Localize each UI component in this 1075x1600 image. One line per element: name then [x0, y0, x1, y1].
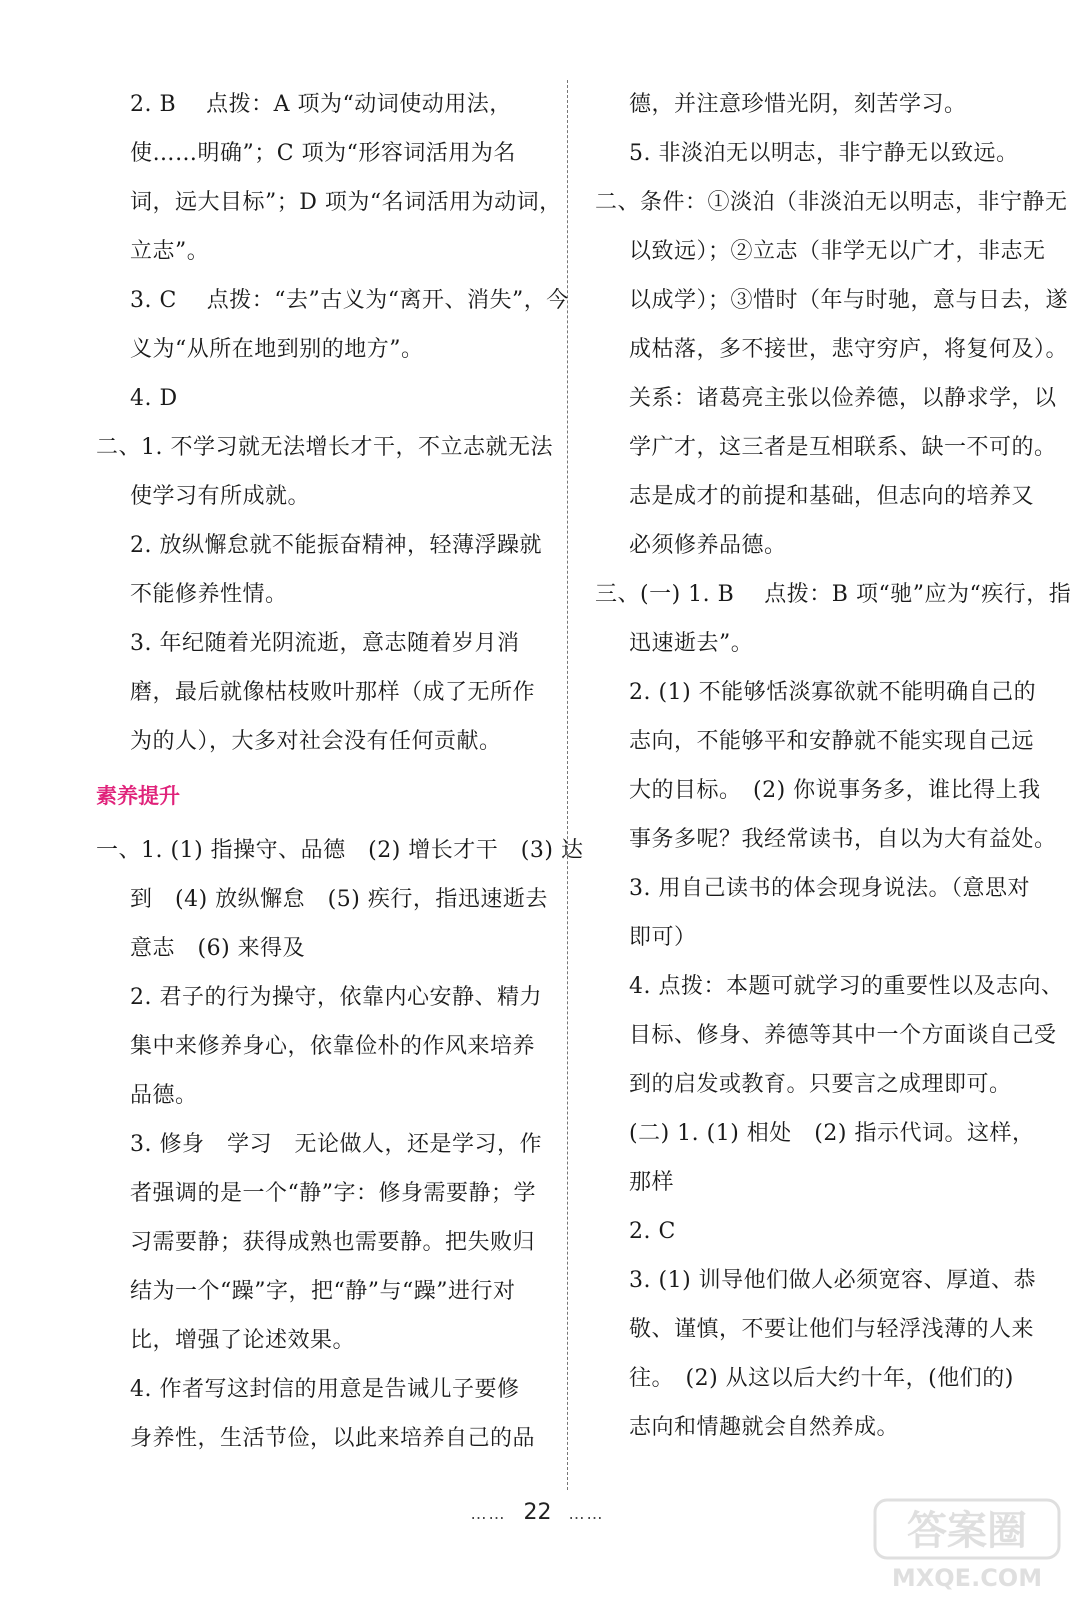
answer-line: 4. 点拨：本题可就学习的重要性以及志向、 [629, 974, 1064, 999]
left-column [96, 80, 584, 1463]
answer-line: 到的启发或教育。只要言之成理即可。 [629, 1072, 1012, 1097]
answer-line: 不能修养性情。 [130, 582, 288, 607]
answer-line: 德，并注意珍惜光阴，刻苦学习。 [629, 92, 967, 117]
left-answers-part1 [96, 80, 569, 766]
answer-line: 磨，最后就像枯枝败叶那样（成了无所作 [130, 680, 536, 705]
answer-line: 4. D [130, 386, 178, 411]
answer-line: 到 (4) 放纵懈怠 (5) 疾行，指迅速逝去 [130, 887, 548, 912]
answer-line: 一、1. (1) 指操守、品德 (2) 增长才干 (3) 达 [96, 838, 584, 863]
answer-line: 2. (1) 不能够恬淡寡欲就不能明确自己的 [629, 680, 1037, 705]
answer-line: 3. C 点拨：“去”古义为“离开、消失”，今 [130, 288, 569, 313]
answer-line: 志是成才的前提和基础，但志向的培养又 [629, 484, 1035, 509]
answer-line: 2. C [629, 1219, 676, 1244]
answer-line: 成枯落，多不接世，悲守穷庐，将复何及）。 [629, 337, 1069, 362]
footer-dots-left: …… [470, 1503, 507, 1523]
answer-line: 关系：诸葛亮主张以俭养德，以静求学，以 [629, 386, 1057, 411]
answer-line: 习需要静；获得成熟也需要静。把失败归 [130, 1230, 536, 1255]
answer-line: 2. 君子的行为操守，依靠内心安静、精力 [130, 985, 542, 1010]
answer-line: 2. B 点拨：A 项为“动词使动用法， [130, 92, 512, 117]
footer-dots-right: …… [568, 1503, 605, 1523]
answer-line: 身养性，生活节俭，以此来培养自己的品 [130, 1426, 536, 1451]
watermark-logo-text: 答案圈 [907, 1508, 1027, 1554]
answer-line: 即可） [629, 925, 697, 950]
answer-line: 集中来修养身心，依靠俭朴的作风来培养 [130, 1034, 536, 1059]
answer-line: 为的人），大多对社会没有任何贡献。 [130, 729, 502, 754]
answer-line: 目标、修身、养德等其中一个方面谈自己受 [629, 1023, 1057, 1048]
answer-line: 那样 [629, 1170, 675, 1195]
answer-line: 志向，不能够平和安静就不能实现自己远 [629, 729, 1035, 754]
answer-line: 三、(一) 1. B 点拨：B 项“驰”应为“疾行，指 [595, 582, 1072, 607]
watermark-logo [867, 1494, 1067, 1594]
answer-line: 立志”。 [130, 239, 210, 264]
right-column [595, 80, 1072, 1452]
answer-line: (二) 1. (1) 相处 (2) 指示代词。这样， [629, 1121, 1035, 1146]
answer-line: 使学习有所成就。 [130, 484, 311, 509]
answer-line: 3. 用自己读书的体会现身说法。（意思对 [629, 876, 1030, 901]
answer-line: 二、1. 不学习就无法增长才干，不立志就无法 [96, 435, 553, 460]
right-answers [595, 80, 1072, 1452]
answer-line: 二、条件：①淡泊（非淡泊无以明志，非宁静无 [595, 190, 1068, 215]
answer-line: 5. 非淡泊无以明志，非宁静无以致远。 [629, 141, 1019, 166]
answer-line: 品德。 [130, 1083, 198, 1108]
answer-line: 义为“从所在地到别的地方”。 [130, 337, 424, 362]
answer-line: 以致远）；②立志（非学无以广才，非志无 [629, 239, 1046, 264]
answer-line: 3. 年纪随着光阴流逝，意志随着岁月消 [130, 631, 520, 656]
answer-line: 学广才，这三者是互相联系、缺一不可的。 [629, 435, 1057, 460]
answer-line: 4. 作者写这封信的用意是告诫儿子要修 [130, 1377, 520, 1402]
answer-line: 使……明确”；C 项为“形容词活用为名 [130, 141, 516, 166]
answer-line: 比，增强了论述效果。 [130, 1328, 356, 1353]
answer-line: 2. 放纵懈怠就不能振奋精神，轻薄浮躁就 [130, 533, 542, 558]
left-answers-part2 [96, 826, 584, 1463]
answer-line: 结为一个“躁”字，把“静”与“躁”进行对 [130, 1279, 516, 1304]
watermark-site: MXQE.COM [891, 1564, 1043, 1592]
answer-line: 迅速逝去”。 [629, 631, 754, 656]
answer-line: 事务多呢？我经常读书，自以为大有益处。 [629, 827, 1057, 852]
answer-line: 往。 (2) 从这以后大约十年，(他们的) [629, 1366, 1014, 1391]
section-title: 素养提升 [96, 784, 180, 808]
answer-line: 者强调的是一个“静”字：修身需要静；学 [130, 1181, 536, 1206]
answer-line: 大的目标。 (2) 你说事务多，谁比得上我 [629, 778, 1041, 803]
answer-line: 3. (1) 训导他们做人必须宽容、厚道、恭 [629, 1268, 1037, 1293]
answer-line: 3. 修身 学习 无论做人，还是学习，作 [130, 1132, 542, 1157]
answer-line: 敬、谨慎，不要让他们与轻浮浅薄的人来 [629, 1317, 1035, 1342]
answer-line: 意志 (6) 来得及 [130, 936, 306, 961]
answer-line: 志向和情趣就会自然养成。 [629, 1415, 900, 1440]
page-number: 22 [523, 1500, 552, 1525]
answer-line: 必须修养品德。 [629, 533, 787, 558]
answer-line: 词，远大目标”；D 项为“名词活用为动词， [130, 190, 562, 215]
answer-line: 以成学）；③惜时（年与时驰，意与日去，遂 [629, 288, 1069, 313]
